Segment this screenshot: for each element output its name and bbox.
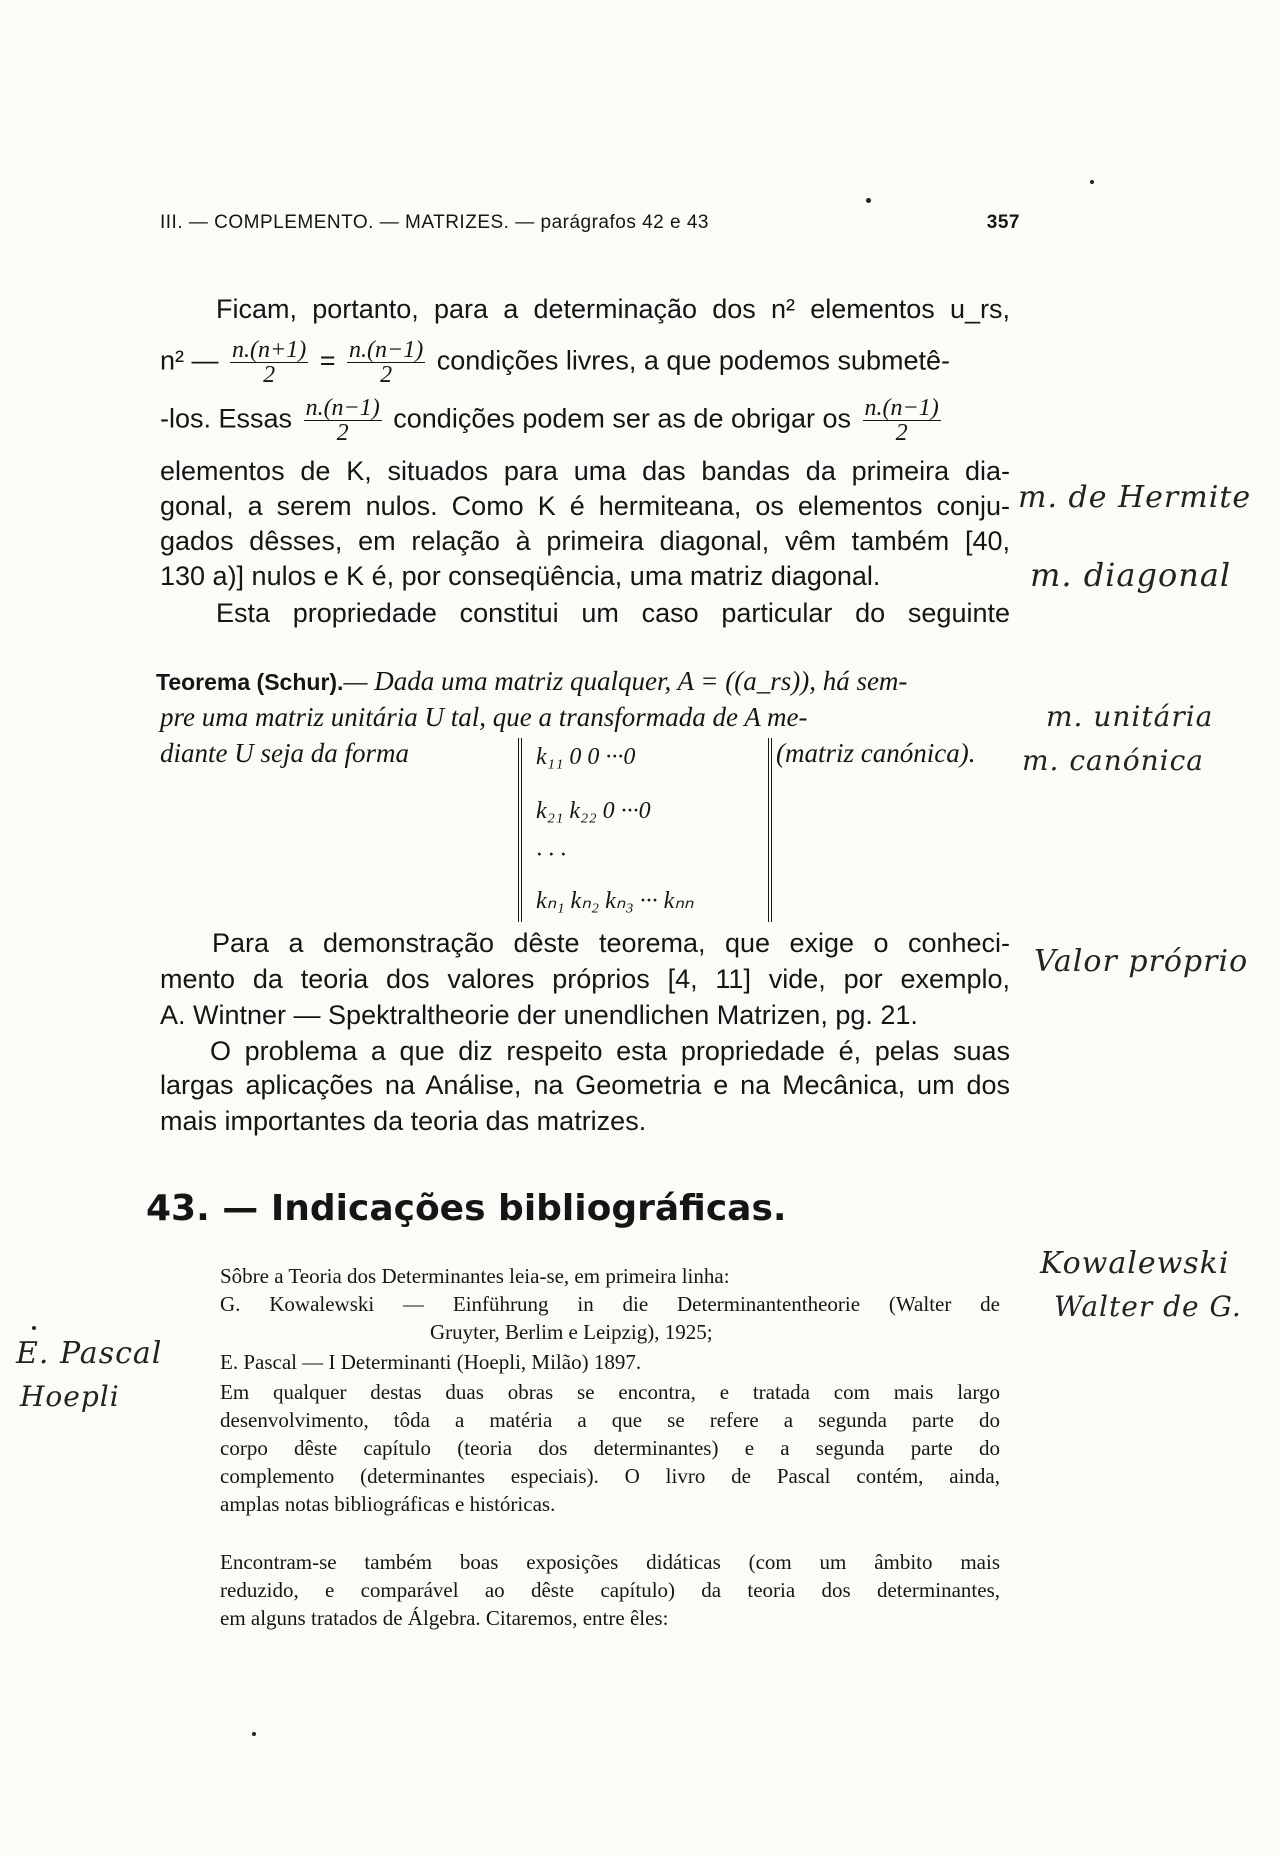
text-fragment: condições livres, a que podemos submetê- xyxy=(436,345,951,376)
page-number: 357 xyxy=(986,212,1020,233)
matrix xyxy=(518,738,772,922)
margin-note: Hoepli xyxy=(20,1380,120,1413)
text-line: corpo dêste capítulo (teoria dos determinantes) e a segunda parte do xyxy=(220,1436,1000,1460)
fraction-numerator: n.(n−1) xyxy=(349,337,424,363)
theorem-text: — Dada uma matriz qualquer, A = ((a_rs)), há sem- xyxy=(343,666,908,696)
text-line: reduzido, e comparável ao dêste capítulo) da teoria dos determinantes, xyxy=(220,1578,1000,1602)
margin-note: Kowalewski xyxy=(1040,1246,1230,1281)
matrix-row: k₂₁ k₂₂ 0 ···0 xyxy=(536,798,651,824)
fraction-denominator: 2 xyxy=(263,362,276,388)
text-fragment: n² — xyxy=(160,345,219,376)
fraction-denominator: 2 xyxy=(336,420,349,446)
text-fragment: = xyxy=(319,345,336,376)
text-line: O problema a que diz respeito esta propriedade é, pelas suas xyxy=(210,1036,1010,1066)
text-line: Encontram-se também boas exposições didáticas (com um âmbito mais xyxy=(220,1550,1000,1574)
text-line: largas aplicações na Análise, na Geometria e na Mecânica, um dos xyxy=(160,1070,1010,1100)
text-line: mais importantes da teoria das matrizes. xyxy=(160,1106,647,1136)
fraction-numerator: n.(n+1) xyxy=(232,337,307,363)
text-line: gonal, a serem nulos. Como K é hermiteana, os elementos conju- xyxy=(160,491,1010,521)
margin-note: m. canónica xyxy=(1022,744,1204,777)
text-line: complemento (determinantes especiais). O livro de Pascal contém, ainda, xyxy=(220,1464,1000,1488)
speck xyxy=(32,1326,36,1330)
text-line: 130 a)] nulos e K é, por conseqüência, uma matriz diagonal. xyxy=(160,561,881,591)
theorem-label: Teorema (Schur). xyxy=(156,669,344,695)
margin-note: m. de Hermite xyxy=(1018,480,1252,515)
matrix-row: · · · xyxy=(536,842,566,868)
running-title: III. — COMPLEMENTO. — MATRIZES. — parágrafos 42 e 43 xyxy=(160,212,710,233)
matrix-row: k₁₁ 0 0 ···0 xyxy=(536,744,636,770)
fraction-numerator: n.(n−1) xyxy=(305,395,380,421)
text-line: Sôbre a Teoria dos Determinantes leia-se, em primeira linha: xyxy=(220,1264,730,1288)
text-line: Gruyter, Berlim e Leipzig), 1925; xyxy=(430,1320,713,1344)
text-line: diante U seja da forma xyxy=(160,738,409,768)
section-heading: 43. — Indicações bibliográficas. xyxy=(146,1188,787,1229)
text-line xyxy=(160,338,1010,387)
text-line: G. Kowalewski — Einführung in die Determinantentheorie (Walter de xyxy=(220,1292,1000,1316)
text-line: elementos de K, situados para uma das bandas da primeira dia- xyxy=(160,456,1010,486)
text-fragment: condições podem ser as de obrigar os xyxy=(393,403,852,434)
text-line: em alguns tratados de Álgebra. Citaremos, entre êles: xyxy=(220,1606,669,1630)
text-line: amplas notas bibliográficas e históricas. xyxy=(220,1492,556,1516)
fraction-denominator: 2 xyxy=(380,362,393,388)
fraction xyxy=(304,396,382,445)
margin-note: Walter de G. xyxy=(1054,1290,1242,1323)
matrix-row: kₙ₁ kₙ₂ kₙ₃ ··· kₙₙ xyxy=(536,888,694,914)
text-line: pre uma matriz unitária U tal, que a transformada de A me- xyxy=(160,702,808,732)
running-header xyxy=(160,212,1020,234)
margin-note: m. diagonal xyxy=(1030,556,1232,594)
fraction xyxy=(347,338,425,387)
text-fragment: -los. Essas xyxy=(160,403,293,434)
text-line: Ficam, portanto, para a determinação dos n² elementos u_rs, xyxy=(216,294,1010,324)
text-line: mento da teoria dos valores próprios [4, 11] vide, por exemplo, xyxy=(160,964,1010,994)
speck xyxy=(252,1732,256,1736)
text-line xyxy=(160,396,1010,445)
text-line xyxy=(156,664,1006,700)
text-line: Esta propriedade constitui um caso particular do seguinte xyxy=(216,598,1010,628)
fraction-numerator: n.(n−1) xyxy=(864,395,939,421)
fraction xyxy=(230,338,308,387)
text-line: Em qualquer destas duas obras se encontra, e tratada com mais largo xyxy=(220,1380,1000,1404)
text-line: E. Pascal — I Determinanti (Hoepli, Milão) 1897. xyxy=(220,1350,642,1374)
matrix-caption: (matriz canónica). xyxy=(776,738,976,768)
margin-note: m. unitária xyxy=(1046,700,1214,733)
text-line: gados dêsses, em relação à primeira diagonal, vêm também [40, xyxy=(160,526,1010,556)
text-line: Para a demonstração dêste teorema, que exige o conheci- xyxy=(212,928,1010,958)
fraction xyxy=(863,396,941,445)
text-line: desenvolvimento, tôda a matéria a que se refere a segunda parte do xyxy=(220,1408,1000,1432)
margin-note: Valor próprio xyxy=(1034,944,1249,979)
text-line: A. Wintner — Spektraltheorie der unendlichen Matrizen, pg. 21. xyxy=(160,1000,918,1030)
fraction-denominator: 2 xyxy=(895,420,908,446)
speck xyxy=(866,198,871,203)
margin-note: E. Pascal xyxy=(16,1336,163,1371)
speck xyxy=(1090,180,1094,184)
